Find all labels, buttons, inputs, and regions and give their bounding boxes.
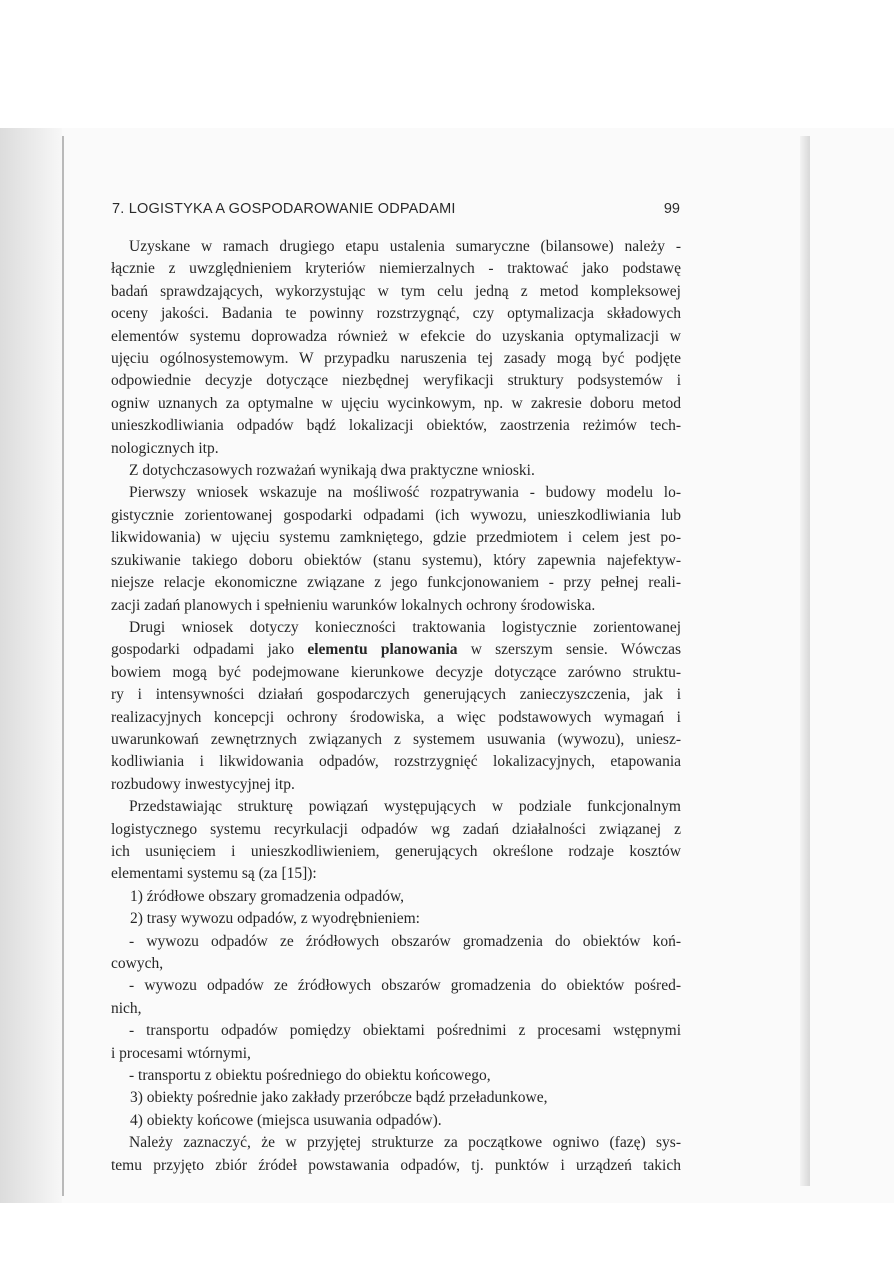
text-line: 2) trasy wywozu odpadów, z wyodrębnieniem: [130, 910, 420, 928]
text-line: - transportu z obiektu pośredniego do obiektu końcowego, [129, 1067, 491, 1085]
gutter-line [62, 136, 64, 1196]
text-line: bowiem mogą być podejmowane kierunkowe decyzje dotyczące zarówno struktu- [111, 663, 681, 681]
text-line: szukiwanie takiego doboru obiektów (stanu systemu), który zapewnia najefektyw- [111, 551, 681, 569]
text-line: 3) obiekty pośrednie jako zakłady przeróbcze bądź przeładunkowe, [130, 1089, 548, 1107]
text-line: Pierwszy wniosek wskazuje na mośliwość rozpatrywania - budowy modelu lo- [129, 484, 681, 502]
text-line: Należy zaznaczyć, że w przyjętej strukturze za początkowe ogniwo (fazę) sys- [129, 1134, 681, 1152]
text-line: Drugi wniosek dotyczy konieczności traktowania logistycznie zorientowanej [129, 618, 681, 636]
page-header [112, 201, 680, 223]
text-line: niejsze relacje ekonomiczne związane z jego funkcjonowaniem - przy pełnej reali- [111, 574, 681, 592]
text-line: unieszkodliwiania odpadów bądź lokalizacji obiektów, zaostrzenia reżimów tech- [111, 417, 681, 435]
text-line: - wywozu odpadów ze źródłowych obszarów gromadzenia do obiektów koń- [129, 932, 681, 950]
text-line [111, 639, 681, 661]
page-right-edge [800, 136, 810, 1186]
text-line: odpowiednie decyzje dotyczące niezbędnej weryfikacji struktury podsystemów i [111, 372, 681, 390]
text-line: realizacyjnych koncepcji ochrony środowiska, a więc podstawowych wymagań i [111, 708, 681, 726]
text-line: oceny jakości. Badania te powinny rozstrzygnąć, czy optymalizacja składowych [111, 305, 681, 323]
text-line: zacji zadań planowych i spełnieniu warunków lokalnych ochrony środowiska. [111, 596, 596, 614]
text-line: ogniw uznanych za optymalne w ujęciu wycinkowym, np. w zakresie doboru metod [111, 394, 681, 412]
text-line: elementów systemu doprowadza również w efekcie do uzyskania optymalizacji w [111, 327, 681, 345]
text-line: Przedstawiając strukturę powiązań występujących w podziale funkcjonalnym [129, 798, 681, 816]
text-line: - wywozu odpadów ze źródłowych obszarów gromadzenia do obiektów pośred- [129, 977, 681, 995]
page-number: 99 [663, 201, 680, 217]
text-line: ujęciu ogólnosystemowym. W przypadku naruszenia tej zasady mogą być podjęte [111, 350, 681, 368]
text-line: nich, [111, 999, 142, 1017]
text-line: - transportu odpadów pomiędzy obiektami pośrednimi z procesami wstępnymi [129, 1022, 681, 1040]
text-line: badań sprawdzających, wykorzystując w tym celu jedną z metod kompleksowej [111, 282, 681, 300]
text-line: logistycznego systemu recyrkulacji odpadów wg zadań działalności związanej z [111, 820, 681, 838]
text-line: gistycznie zorientowanej gospodarki odpadami (ich wywozu, unieszkodliwiania lub [111, 506, 681, 524]
text-line: ich usunięciem i unieszkodliwieniem, generujących określone rodzaje kosztów [111, 842, 681, 860]
running-title: 7. LOGISTYKA A GOSPODAROWANIE ODPADAMI [112, 201, 456, 217]
text-line: likwidowania) w ujęciu systemu zamkniętego, gdzie przedmiotem i celem jest po- [111, 529, 681, 547]
text-segment: w szerszym sensie. Wówczas [457, 641, 681, 659]
text-line: cowych, [111, 955, 164, 972]
text-line: 1) źródłowe obszary gromadzenia odpadów, [130, 887, 405, 905]
text-line: rozbudowy inwestycyjnej itp. [111, 775, 295, 793]
emphasis-term: elementu planowania [307, 641, 458, 659]
text-line: kodliwiania i likwidowania odpadów, rozstrzygnięć lokalizacyjnych, etapowania [111, 753, 681, 771]
text-line: 4) obiekty końcowe (miejsca usuwania odpadów). [130, 1111, 442, 1129]
text-line: elementami systemu są (za [15]): [111, 865, 317, 883]
text-line: łącznie z uwzględnieniem kryteriów niemierzalnych - traktować jako podstawę [111, 260, 681, 278]
text-line: uwarunkowań zewnętrznych związanych z systemem usuwania (wywozu), uniesz- [111, 730, 681, 748]
text-line: Z dotychczasowych rozważań wynikają dwa praktyczne wnioski. [129, 462, 535, 480]
text-line: ry i intensywności działań gospodarczych generujących zanieczyszczenia, jak i [111, 686, 681, 704]
text-line: Uzyskane w ramach drugiego etapu ustalenia sumaryczne (bilansowe) należy - [129, 238, 681, 255]
text-line: temu przyjęto zbiór źródeł powstawania odpadów, tj. punktów i urządzeń takich [111, 1156, 681, 1174]
text-line: i procesami wtórnymi, [111, 1044, 251, 1062]
binding-shadow [0, 128, 62, 1203]
text-segment: gospodarki odpadami jako [111, 641, 308, 659]
body-text [111, 236, 681, 1177]
text-line: nologicznych itp. [111, 439, 219, 457]
